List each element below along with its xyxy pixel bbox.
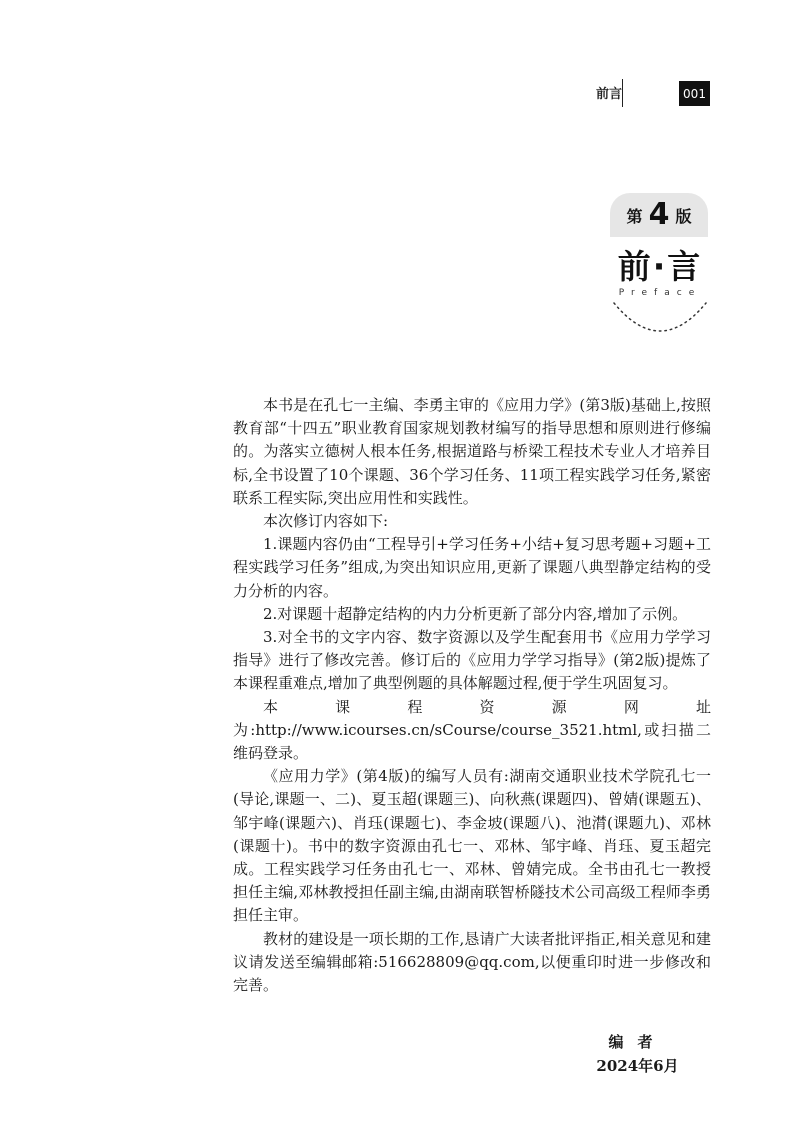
paragraph-course-url: 本课程资源网址为:http://www.icourses.cn/sCourse/course_3521.html,或扫描二维码登录。 <box>233 697 711 763</box>
signature-block <box>575 1030 700 1078</box>
preface-body <box>233 394 711 997</box>
edition-number: 4 <box>648 197 670 232</box>
paragraph-revision-heading: 本次修订内容如下: <box>263 512 389 531</box>
paragraph-revision-1: 1.课题内容仍由“工程导引+学习任务+小结+复习思考题+习题+工程实践学习任务”组成,为突出知识应用,更新了课题八典型静定结构的受力分析的内容。 <box>233 535 711 600</box>
edition-prefix: 第 <box>626 206 643 226</box>
page-subtitle: Preface <box>618 288 702 298</box>
paragraph-feedback: 教材的建设是一项长期的工作,恳请广大读者批评指正,相关意见和建议请发送至编辑邮箱:516628809@qq.com,以便重印时进一步修改和完善。 <box>233 929 711 995</box>
paragraph-revision-2: 2.对课题十超静定结构的内力分析更新了部分内容,增加了示例。 <box>263 604 688 623</box>
signature-name: 编者 <box>608 1033 667 1051</box>
header-divider <box>622 79 623 107</box>
page-title: 前·言 <box>617 247 703 286</box>
edition-suffix: 版 <box>675 206 692 226</box>
page-number-badge: 001 <box>679 81 710 106</box>
header-section-label: 前言 <box>595 87 622 102</box>
dotted-arc-decoration <box>610 297 710 337</box>
paragraph-intro: 本书是在孔七一主编、李勇主审的《应用力学》(第3版)基础上,按照教育部“十四五”职业教育国家规划教材编写的指导思想和原则进行修编的。为落实立德树人根本任务,根据道路与桥梁工程技术专业人才培养目标,全书设置了10个课题、36个学习任务、11项工程实践学习任务,紧密联系工程实际,突出应用性和实践性。 <box>233 396 711 507</box>
paragraph-authors: 《应用力学》(第4版)的编写人员有:湖南交通职业技术学院孔七一(导论,课题一、二)、夏玉超(课题三)、向秋燕(课题四)、曾婧(课题五)、邹宇峰(课题六)、肖珏(课题七)、李金坡(课题八)、池潸(课题九)、邓林(课题十)。书中的数字资源由孔七一、邓林、邹宇峰、肖珏、夏玉超完成。工程实践学习任务由孔七一、邓林、曾婧完成。全书由孔七一教授担任主编,邓林教授担任副主编,由湖南联智桥隧技术公司高级工程师李勇担任主审。 <box>233 767 711 925</box>
paragraph-revision-3: 3.对全书的文字内容、数字资源以及学生配套用书《应用力学学习指导》进行了修改完善。修订后的《应用力学学习指导》(第2版)提炼了本课程重难点,增加了典型例题的具体解题过程,便于学生巩固复习。 <box>233 628 711 693</box>
edition-badge <box>610 193 708 237</box>
signature-date: 2024年6月 <box>596 1057 679 1075</box>
chapter-title-block <box>610 193 710 341</box>
